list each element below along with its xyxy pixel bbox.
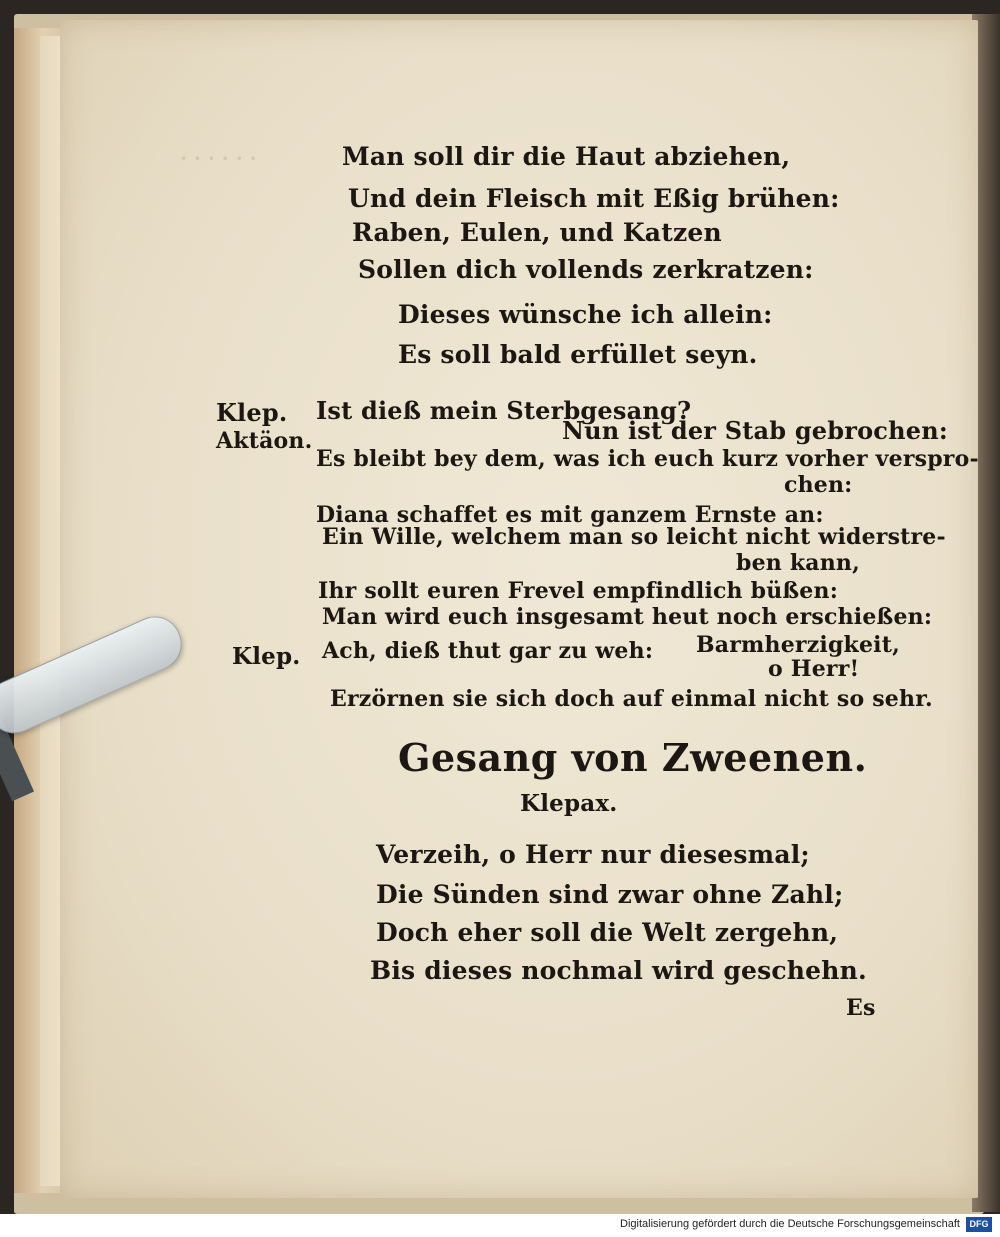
verse1-line-5: Dieses wünsche ich allein: — [398, 300, 773, 329]
speaker-aktaeon: Aktäon. — [216, 428, 313, 454]
dfg-logo-icon: DFG — [966, 1217, 992, 1232]
section-heading: Gesang von Zweenen. — [398, 735, 868, 780]
dialogue-line-5-cont: ben kann, — [736, 550, 860, 576]
verse1-line-2: Und dein Fleisch mit Eßig brühen: — [348, 184, 840, 213]
show-through: · · · · · · — [180, 146, 257, 170]
dialogue-line-1: Ist dieß mein Sterbgesang? — [316, 396, 692, 425]
verse2-line-1: Verzeih, o Herr nur diesesmal; — [376, 840, 810, 869]
catchword: Es — [846, 995, 876, 1021]
dialogue-line-9: Erzörnen sie sich doch auf einmal nicht so sehr. — [330, 686, 933, 712]
verse1-line-4: Sollen dich vollends zerkratzen: — [358, 255, 814, 284]
verse1-line-6: Es soll bald erfüllet seyn. — [398, 340, 758, 369]
verse1-line-1: Man soll dir die Haut abziehen, — [342, 142, 791, 171]
verse2-line-4: Bis dieses nochmal wird geschehn. — [370, 956, 867, 985]
verse1-line-3: Raben, Eulen, und Katzen — [352, 218, 722, 247]
speaker-klep-2: Klep. — [232, 643, 301, 670]
dialogue-line-5: Ein Wille, welchem man so leicht nicht widerstre- — [322, 524, 946, 550]
verse2-line-2: Die Sünden sind zwar ohne Zahl; — [376, 880, 844, 909]
dialogue-line-7: Man wird euch insgesamt heut noch erschießen: — [322, 604, 933, 630]
dialogue-line-8-end: o Herr! — [768, 656, 860, 682]
verse2-line-3: Doch eher soll die Welt zergehn, — [376, 918, 839, 947]
dialogue-line-8: Ach, dieß thut gar zu weh: — [322, 638, 654, 664]
footer-bar — [0, 1214, 1000, 1237]
dialogue-line-2: Nun ist der Stab gebrochen: — [562, 416, 948, 445]
speaker-klep: Klep. — [216, 398, 288, 427]
dialogue-line-8-cont: Barmherzigkeit, — [696, 632, 900, 658]
dialogue-line-3: Es bleibt bey dem, was ich euch kurz vorher verspro- — [316, 446, 979, 472]
dialogue-line-3-cont: chen: — [784, 472, 853, 498]
section-subheading: Klepax. — [520, 790, 618, 817]
dialogue-line-6: Ihr sollt euren Frevel empfindlich büßen: — [318, 578, 839, 604]
footer-credit: Digitalisierung gefördert durch die Deutsche Forschungsgemeinschaft — [620, 1218, 960, 1230]
dialogue-line-4: Diana schaffet es mit ganzem Ernste an: — [316, 502, 824, 528]
